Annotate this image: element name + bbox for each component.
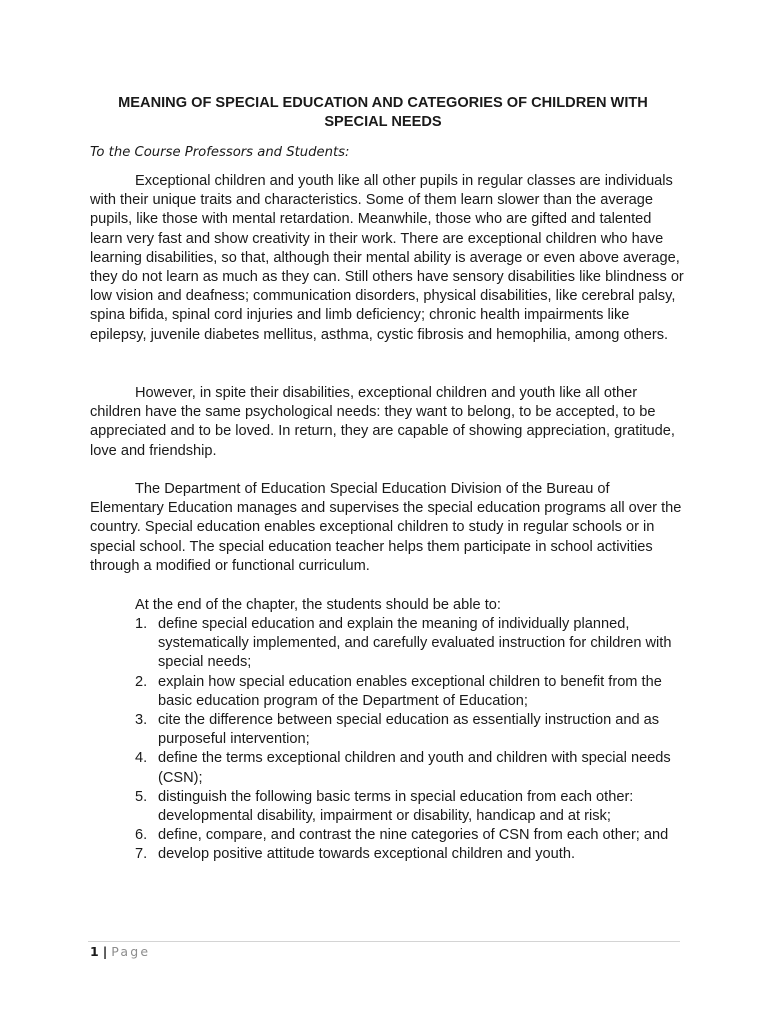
paragraph-psychological-needs: However, in spite their disabilities, exceptional children and youth like all other children have the same psychological needs: they want to belong, to be accepted, to be appreciated and to be loved. In return, they are capable of showing appreciation, gratitude, love and friendship. xyxy=(90,385,675,459)
objective-number: 3. xyxy=(135,712,148,729)
page-label: Page xyxy=(111,944,151,959)
objectives-intro: At the end of the chapter, the students should be able to: xyxy=(135,597,501,613)
document-title: MEANING OF SPECIAL EDUCATION AND CATEGORIES OF CHILDREN WITH SPECIAL NEEDS xyxy=(118,95,648,130)
objective-text: distinguish the following basic terms in special education from each other: developmental disability, impairment or disability, handicap and at risk; xyxy=(158,788,634,825)
footer-divider xyxy=(88,941,680,942)
objective-text: define, compare, and contrast the nine categories of CSN from each other; and xyxy=(158,827,669,844)
objective-number: 4. xyxy=(135,750,148,767)
objective-number: 7. xyxy=(135,846,148,863)
objective-text: define special education and explain the meaning of individually planned, systematically implemented, and carefully evaluated instruction for children with special needs; xyxy=(158,616,672,671)
salutation: To the Course Professors and Students: xyxy=(90,145,350,160)
objectives-list xyxy=(135,615,683,865)
objective-item xyxy=(135,615,683,673)
objective-text: cite the difference between special education as essentially instruction and as purposeful intervention; xyxy=(158,712,660,748)
paragraph-exceptional-children: Exceptional children and youth like all other pupils in regular classes are individuals with their unique traits and characteristics. Some of them learn slower than the average pupils, like those with mental retardation. Meanwhile, those who are gifted and talented learn very fast and show creativity in their work. There are exceptional children who have learning disabilities, so that, although their mental ability is average or even above average, they do not learn as much as they can. Still others have sensory disabilities like blindness or low vision and deafness; communication disorders, physical disabilities, like cerebral palsy, spina bifida, spinal cord injuries and limb deficiency; chronic health impairments like epilepsy, juvenile diabetes mellitus, asthma, cystic fibrosis and hemophilia, among others. xyxy=(90,173,684,343)
objective-number: 2. xyxy=(135,673,148,690)
objective-item xyxy=(135,673,683,711)
page-footer xyxy=(90,944,150,960)
page-number: 1 xyxy=(90,944,99,959)
objective-text: develop positive attitude towards exceptional children and youth. xyxy=(158,846,575,863)
objective-number: 6. xyxy=(135,827,148,844)
objective-number: 5. xyxy=(135,788,148,805)
objective-item xyxy=(135,845,683,864)
footer-separator: | xyxy=(102,944,108,959)
objective-number: 1. xyxy=(135,616,148,632)
objective-item xyxy=(135,749,683,787)
objective-text: explain how special education enables exceptional children to benefit from the basic education program of the Department of Education; xyxy=(158,673,662,709)
objective-text: define the terms exceptional children and youth and children with special needs (CSN); xyxy=(158,750,671,786)
objective-item xyxy=(135,711,683,749)
objective-item xyxy=(135,788,683,826)
objective-item xyxy=(135,826,683,845)
paragraph-deped-division: The Department of Education Special Education Division of the Bureau of Elementary Education manages and supervises the special education programs all over the country. Special education enables exceptional children to study in regular schools or in special school. The special education teacher helps them participate in school activities through a modified or functional curriculum. xyxy=(90,481,682,574)
